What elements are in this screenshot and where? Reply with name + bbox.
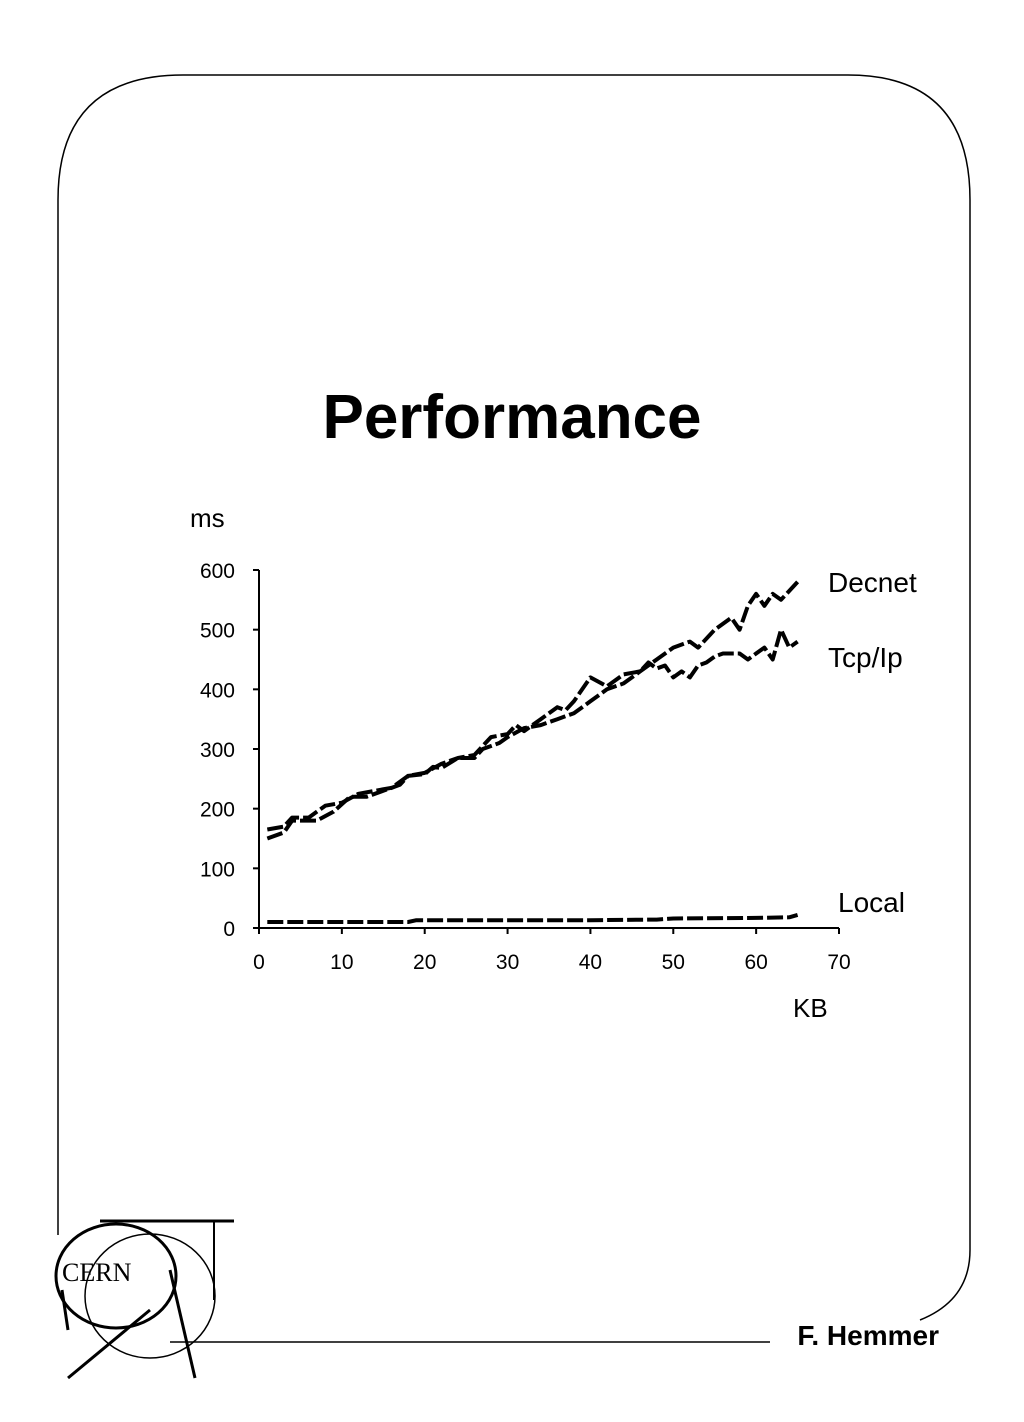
y-tick-label: 200 bbox=[199, 798, 235, 822]
y-tick-label: 100 bbox=[199, 858, 235, 882]
series-label-local: Local bbox=[838, 887, 905, 918]
x-tick-label: 10 bbox=[330, 951, 354, 974]
x-axis-label: KB bbox=[793, 993, 828, 1023]
x-tick-label: 50 bbox=[661, 951, 685, 974]
x-tick-label: 60 bbox=[744, 951, 768, 974]
x-tick-label: 40 bbox=[578, 951, 603, 974]
y-tick-label: 300 bbox=[199, 739, 235, 762]
slide-title: Performance bbox=[322, 383, 702, 452]
y-axis-label: ms bbox=[190, 503, 225, 533]
author-name: F. Hemmer bbox=[797, 1320, 939, 1351]
series-label-decnet: Decnet bbox=[828, 567, 917, 598]
x-tick-label: 30 bbox=[495, 951, 520, 974]
y-tick-label: 600 bbox=[199, 560, 235, 583]
y-tick-label: 0 bbox=[223, 918, 235, 941]
y-tick-label: 500 bbox=[199, 619, 235, 643]
cern-logo-text: CERN bbox=[62, 1258, 132, 1287]
x-tick-label: 20 bbox=[413, 951, 437, 974]
x-tick-label: 0 bbox=[253, 951, 265, 974]
y-tick-label: 400 bbox=[199, 679, 235, 703]
x-tick-label: 70 bbox=[827, 951, 851, 974]
series-label-tcp-ip: Tcp/Ip bbox=[828, 642, 903, 673]
